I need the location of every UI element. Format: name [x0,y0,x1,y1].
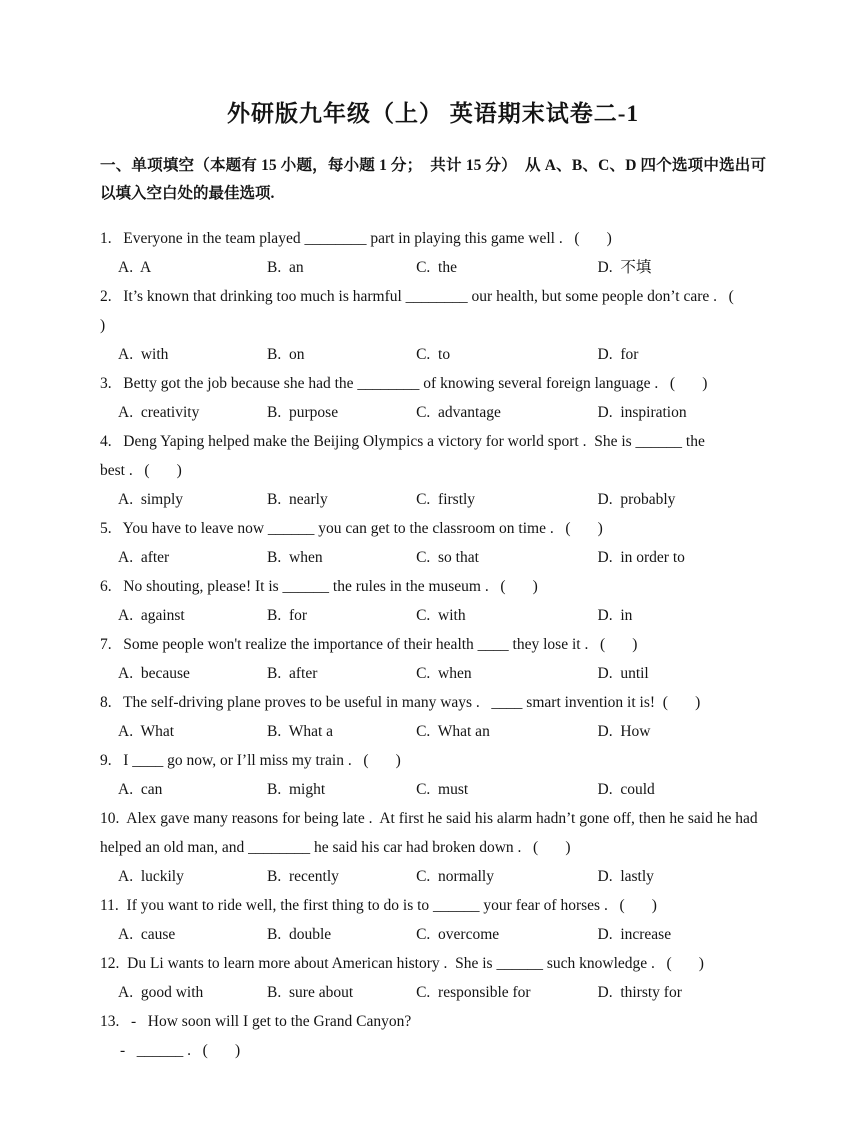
question-1 [100,224,766,282]
option-b: B. an [267,259,304,276]
question-text: 12. Du Li wants to learn more about American history . She is ______ such knowledge . ( ) [100,955,704,972]
option-c: C. with [416,607,466,624]
option-a: A. simply [118,491,184,508]
page-title: 外研版九年级（上） 英语期末试卷二-1 [227,101,639,126]
question-12 [100,949,766,1007]
option-a: A. What [118,723,175,740]
options-row [100,543,766,572]
question-text: 8. The self-driving plane proves to be useful in many ways . ____ smart invention it is! ( ) [100,694,701,711]
option-a: A. cause [118,926,176,943]
question-text: 1. Everyone in the team played ________ part in playing this game well . ( ) [100,230,612,247]
question-text: 4. Deng Yaping helped make the Beijing Olympics a victory for world sport . She is ______ the [100,433,705,450]
option-c: C. to [416,346,451,363]
question-text: 7. Some people won't realize the importance of their health ____ they lose it . ( ) [100,636,638,653]
question-2 [100,282,766,369]
question-text: 13. - How soon will I get to the Grand Canyon? [100,1013,412,1030]
option-a: A. creativity [118,404,200,421]
option-a: A. good with [118,984,204,1001]
option-b: B. recently [267,868,339,885]
options-row [100,340,766,369]
option-d: D. increase [597,926,672,943]
option-d: D. probably [597,491,676,508]
option-c: C. when [416,665,472,682]
question-9 [100,746,766,804]
question-11 [100,891,766,949]
question-text: 5. You have to leave now ______ you can get to the classroom on time . ( ) [100,520,603,537]
option-c: C. responsible for [416,984,531,1001]
option-a: A. with [118,346,169,363]
options-row [100,253,766,282]
option-d: D. thirsty for [597,984,682,1001]
option-b: B. for [267,607,308,624]
question-text: 2. It’s known that drinking too much is harmful ________ our health, but some people don’t care . ( ) [100,288,761,334]
option-b: B. when [267,549,323,566]
option-d: D. 不填 [597,259,652,276]
question-text: 11. If you want to ride well, the first thing to do is to ______ your fear of horses . ( ) [100,897,657,914]
option-c: C. normally [416,868,494,885]
option-d: D. How [597,723,651,740]
option-d: D. could [597,781,655,798]
option-a: A. because [118,665,190,682]
option-c: C. the [416,259,457,276]
option-d: D. in order to [597,549,685,566]
option-d: D. lastly [597,868,654,885]
option-d: D. inspiration [597,404,687,421]
option-b: B. might [267,781,326,798]
options-row [100,862,766,891]
option-d: D. for [597,346,639,363]
options-row [100,398,766,427]
option-c: C. advantage [416,404,501,421]
section-heading: 一、单项填空（本题有 15 小题，每小题 1 分； 共计 15 分） 从 A、B、C、D 四个选项中选出可以填入空白处的最佳选项. [100,157,766,202]
options-row [100,775,766,804]
question-5 [100,514,766,572]
question-7 [100,630,766,688]
question-3 [100,369,766,427]
option-c: C. must [416,781,469,798]
option-c: C. What an [416,723,490,740]
question-10 [100,804,766,891]
options-row [100,601,766,630]
options-row [100,920,766,949]
option-b: B. after [267,665,318,682]
question-text-continued: - ______ . ( ) [120,1042,241,1059]
question-text: 10. Alex gave many reasons for being late . At first he said his alarm hadn’t gone off, then he said he had [100,810,758,827]
option-b: B. double [267,926,332,943]
options-row [100,717,766,746]
option-d: D. in [597,607,633,624]
options-row [100,659,766,688]
question-8 [100,688,766,746]
options-row [100,485,766,514]
option-b: B. sure about [267,984,354,1001]
option-a: A. luckily [118,868,184,885]
question-6 [100,572,766,630]
question-list [100,224,766,1065]
option-a: A. can [118,781,163,798]
question-text-continued: helped an old man, and ________ he said his car had broken down . ( ) [100,839,571,856]
option-c: C. so that [416,549,479,566]
option-b: B. What a [267,723,334,740]
question-13 [100,1007,766,1065]
option-b: B. nearly [267,491,328,508]
option-b: B. on [267,346,305,363]
question-text: 3. Betty got the job because she had the ________ of knowing several foreign language . ( ) [100,375,708,392]
question-text-continued: best . ( ) [100,462,182,479]
option-a: A. against [118,607,185,624]
question-text: 6. No shouting, please! It is ______ the rules in the museum . ( ) [100,578,538,595]
option-b: B. purpose [267,404,339,421]
option-c: C. firstly [416,491,476,508]
option-c: C. overcome [416,926,500,943]
option-d: D. until [597,665,649,682]
options-row [100,978,766,1007]
question-4 [100,427,766,514]
option-a: A. after [118,549,170,566]
option-a: A. A [118,259,152,276]
question-text: 9. I ____ go now, or I’ll miss my train . ( ) [100,752,401,769]
